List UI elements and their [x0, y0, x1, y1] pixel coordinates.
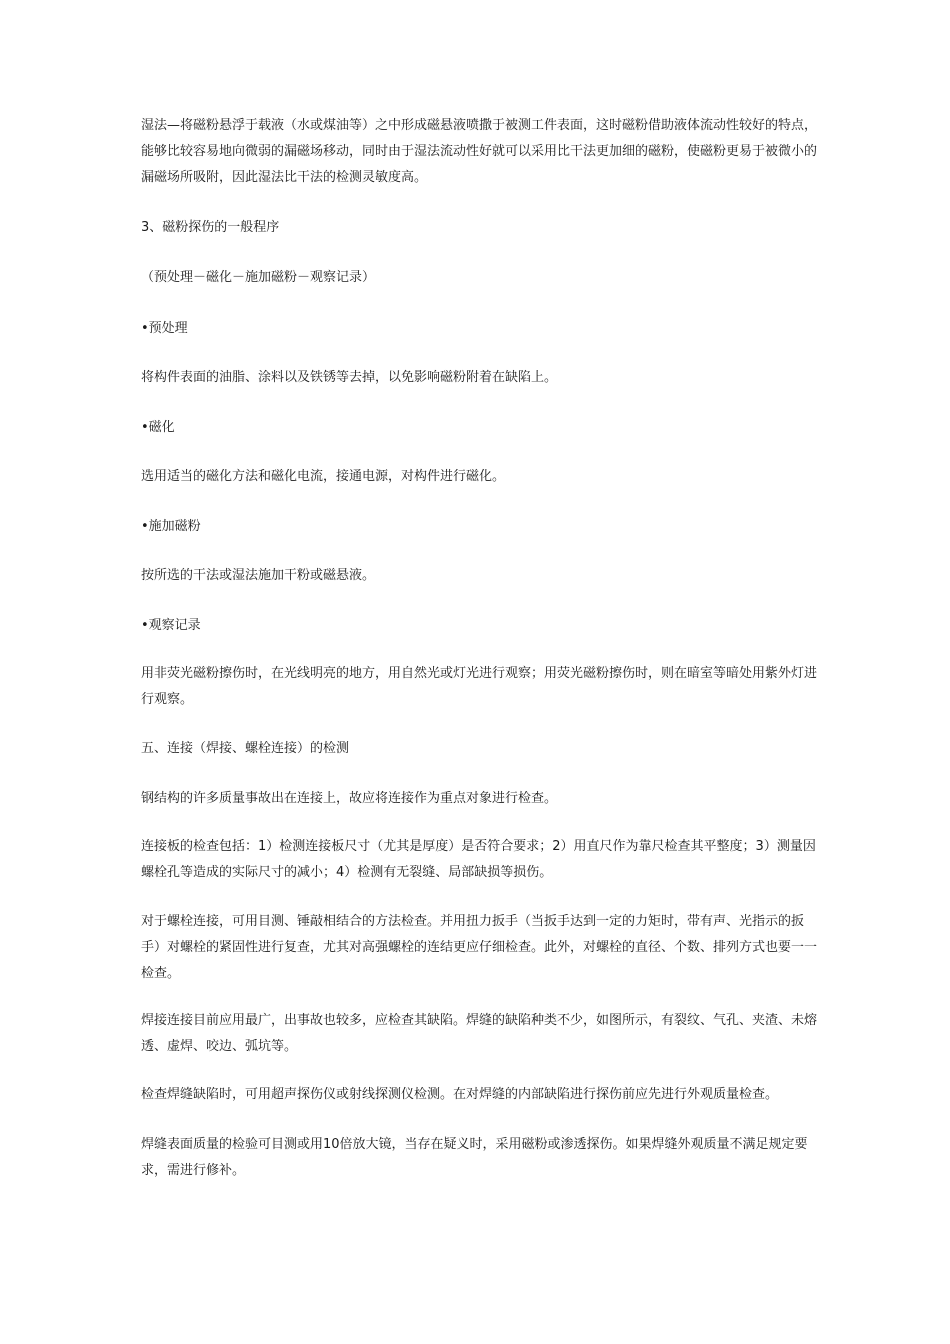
- bullet-magnetization: •磁化: [141, 420, 175, 435]
- paragraph-pretreatment: 将构件表面的油脂、涂料以及铁锈等去掉，以免影响磁粉附着在缺陷上。: [141, 370, 558, 385]
- paragraph-weld-surface: 焊缝表面质量的检验可目测或用10倍放大镜，当存在疑义时，采用磁粉或渗透探伤。如果焊缝外观质量不满足规定要求，需进行修补。: [141, 1137, 808, 1178]
- paragraph-wet-method: 湿法—将磁粉悬浮于载液（水或煤油等）之中形成磁悬液喷撒于被测工件表面，这时磁粉借助液体流动性较好的特点，能够比较容易地向微弱的漏磁场移动，同时由于湿法流动性好就可以采用比干法更加细的磁粉，使磁粉更易于被微小的漏磁场所吸附，因此湿法比干法的检测灵敏度高。: [141, 118, 818, 185]
- section-heading-procedure: 3、磁粉探伤的一般程序: [141, 220, 280, 235]
- paragraph-bolt-inspection: 对于螺栓连接，可用目测、锤敲相结合的方法检查。并用扭力扳手（当扳手达到一定的力矩时，带有声、光指示的扳手）对螺栓的紧固性进行复查，尤其对高强螺栓的连结更应仔细检查。此外，对螺栓的直径、个数、排列方式也要一一检查。: [141, 914, 818, 981]
- paragraph-magnetization: 选用适当的磁化方法和磁化电流，接通电源，对构件进行磁化。: [141, 469, 506, 484]
- paragraph-weld-detection: 检查焊缝缺陷时，可用超声探伤仪或射线探测仪检测。在对焊缝的内部缺陷进行探伤前应先进行外观质量检查。: [141, 1087, 779, 1102]
- section-heading-connections: 五、连接（焊接、螺栓连接）的检测: [141, 741, 350, 756]
- paragraph-observation: 用非荧光磁粉擦伤时，在光线明亮的地方，用自然光或灯光进行观察；用荧光磁粉擦伤时，则在暗室等暗处用紫外灯进行观察。: [141, 666, 818, 707]
- procedure-summary: （预处理－磁化－施加磁粉－观察记录）: [141, 270, 376, 285]
- bullet-pretreatment: •预处理: [141, 321, 188, 336]
- paragraph-apply-powder: 按所选的干法或湿法施加干粉或磁悬液。: [141, 568, 376, 583]
- paragraph-weld-defects: 焊接连接目前应用最广，出事故也较多，应检查其缺陷。焊缝的缺陷种类不少，如图所示，有裂纹、气孔、夹渣、未熔透、虚焊、咬边、弧坑等。: [141, 1013, 818, 1054]
- paragraph-connection-accidents: 钢结构的许多质量事故出在连接上，故应将连接作为重点对象进行检查。: [141, 791, 558, 806]
- bullet-apply-powder: •施加磁粉: [141, 519, 201, 534]
- bullet-observation: •观察记录: [141, 618, 201, 633]
- paragraph-plate-inspection: 连接板的检查包括：1）检测连接板尺寸（尤其是厚度）是否符合要求；2）用直尺作为靠尺检查其平整度；3）测量因螺栓孔等造成的实际尺寸的减小；4）检测有无裂缝、局部缺损等损伤。: [141, 839, 816, 880]
